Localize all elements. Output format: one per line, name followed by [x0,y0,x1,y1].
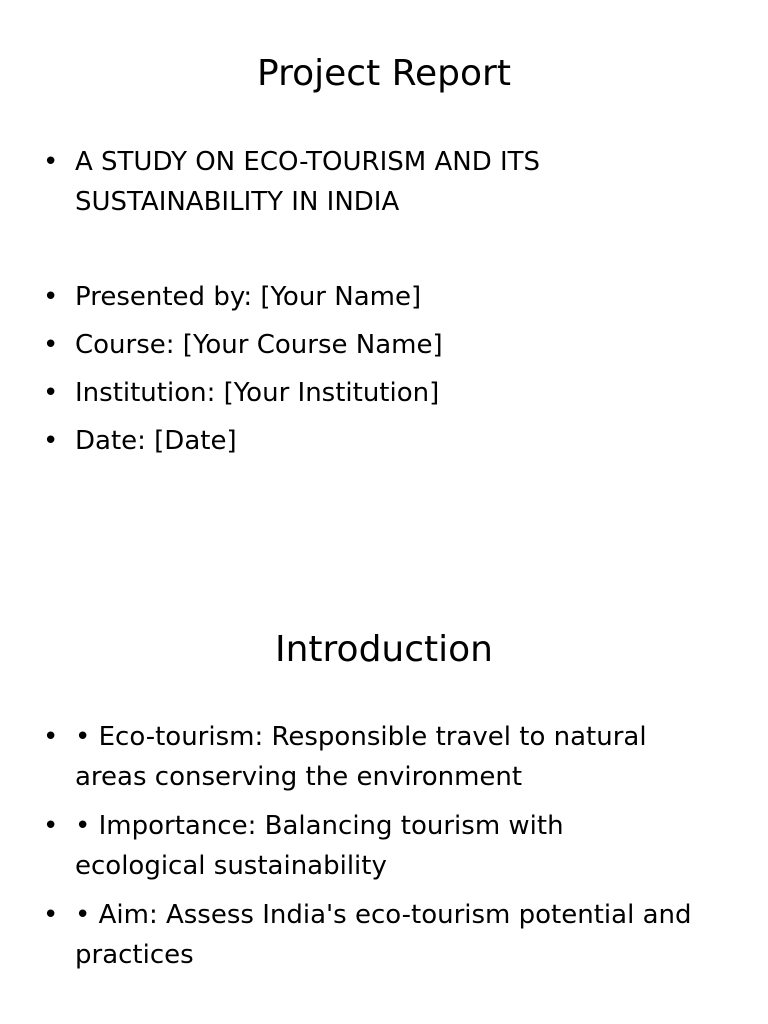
bullet-item-date [43,421,693,461]
bullet-item-course [43,325,693,365]
bullet-text: • Importance: Balancing tourism with ecological sustainability [75,811,564,881]
bullet-icon: • [43,722,59,752]
slide-title: Introduction [274,629,493,670]
bullet-text: • Aim: Assess India's eco-tourism potential and practices [75,900,692,970]
bullet-icon: • [43,147,59,177]
bullet-item-importance [43,806,693,886]
bullet-item-eco-tourism [43,717,693,797]
bullet-text: Institution: [Your Institution] [75,378,440,408]
bullet-list [43,142,693,469]
bullet-item-study-title [43,142,693,222]
bullet-icon: • [43,811,59,841]
bullet-text: Course: [Your Course Name] [75,330,443,360]
bullet-item-presented-by [43,277,693,317]
bullet-text: A STUDY ON ECO-TOURISM AND ITS SUSTAINABILITY IN INDIA [75,147,541,217]
bullet-icon: • [43,900,59,930]
bullet-icon: • [43,426,59,456]
bullet-text: • Eco-tourism: Responsible travel to natural areas conserving the environment [75,722,647,792]
slide-title: Project Report [257,53,511,94]
bullet-item-aim [43,895,693,975]
bullet-text: Presented by: [Your Name] [75,282,422,312]
bullet-item-institution [43,373,693,413]
slide-introduction [0,576,768,1024]
bullet-icon: • [43,378,59,408]
bullet-icon: • [43,282,59,312]
bullet-list [43,717,693,984]
bullet-icon: • [43,330,59,360]
bullet-text: Date: [Date] [75,426,237,456]
